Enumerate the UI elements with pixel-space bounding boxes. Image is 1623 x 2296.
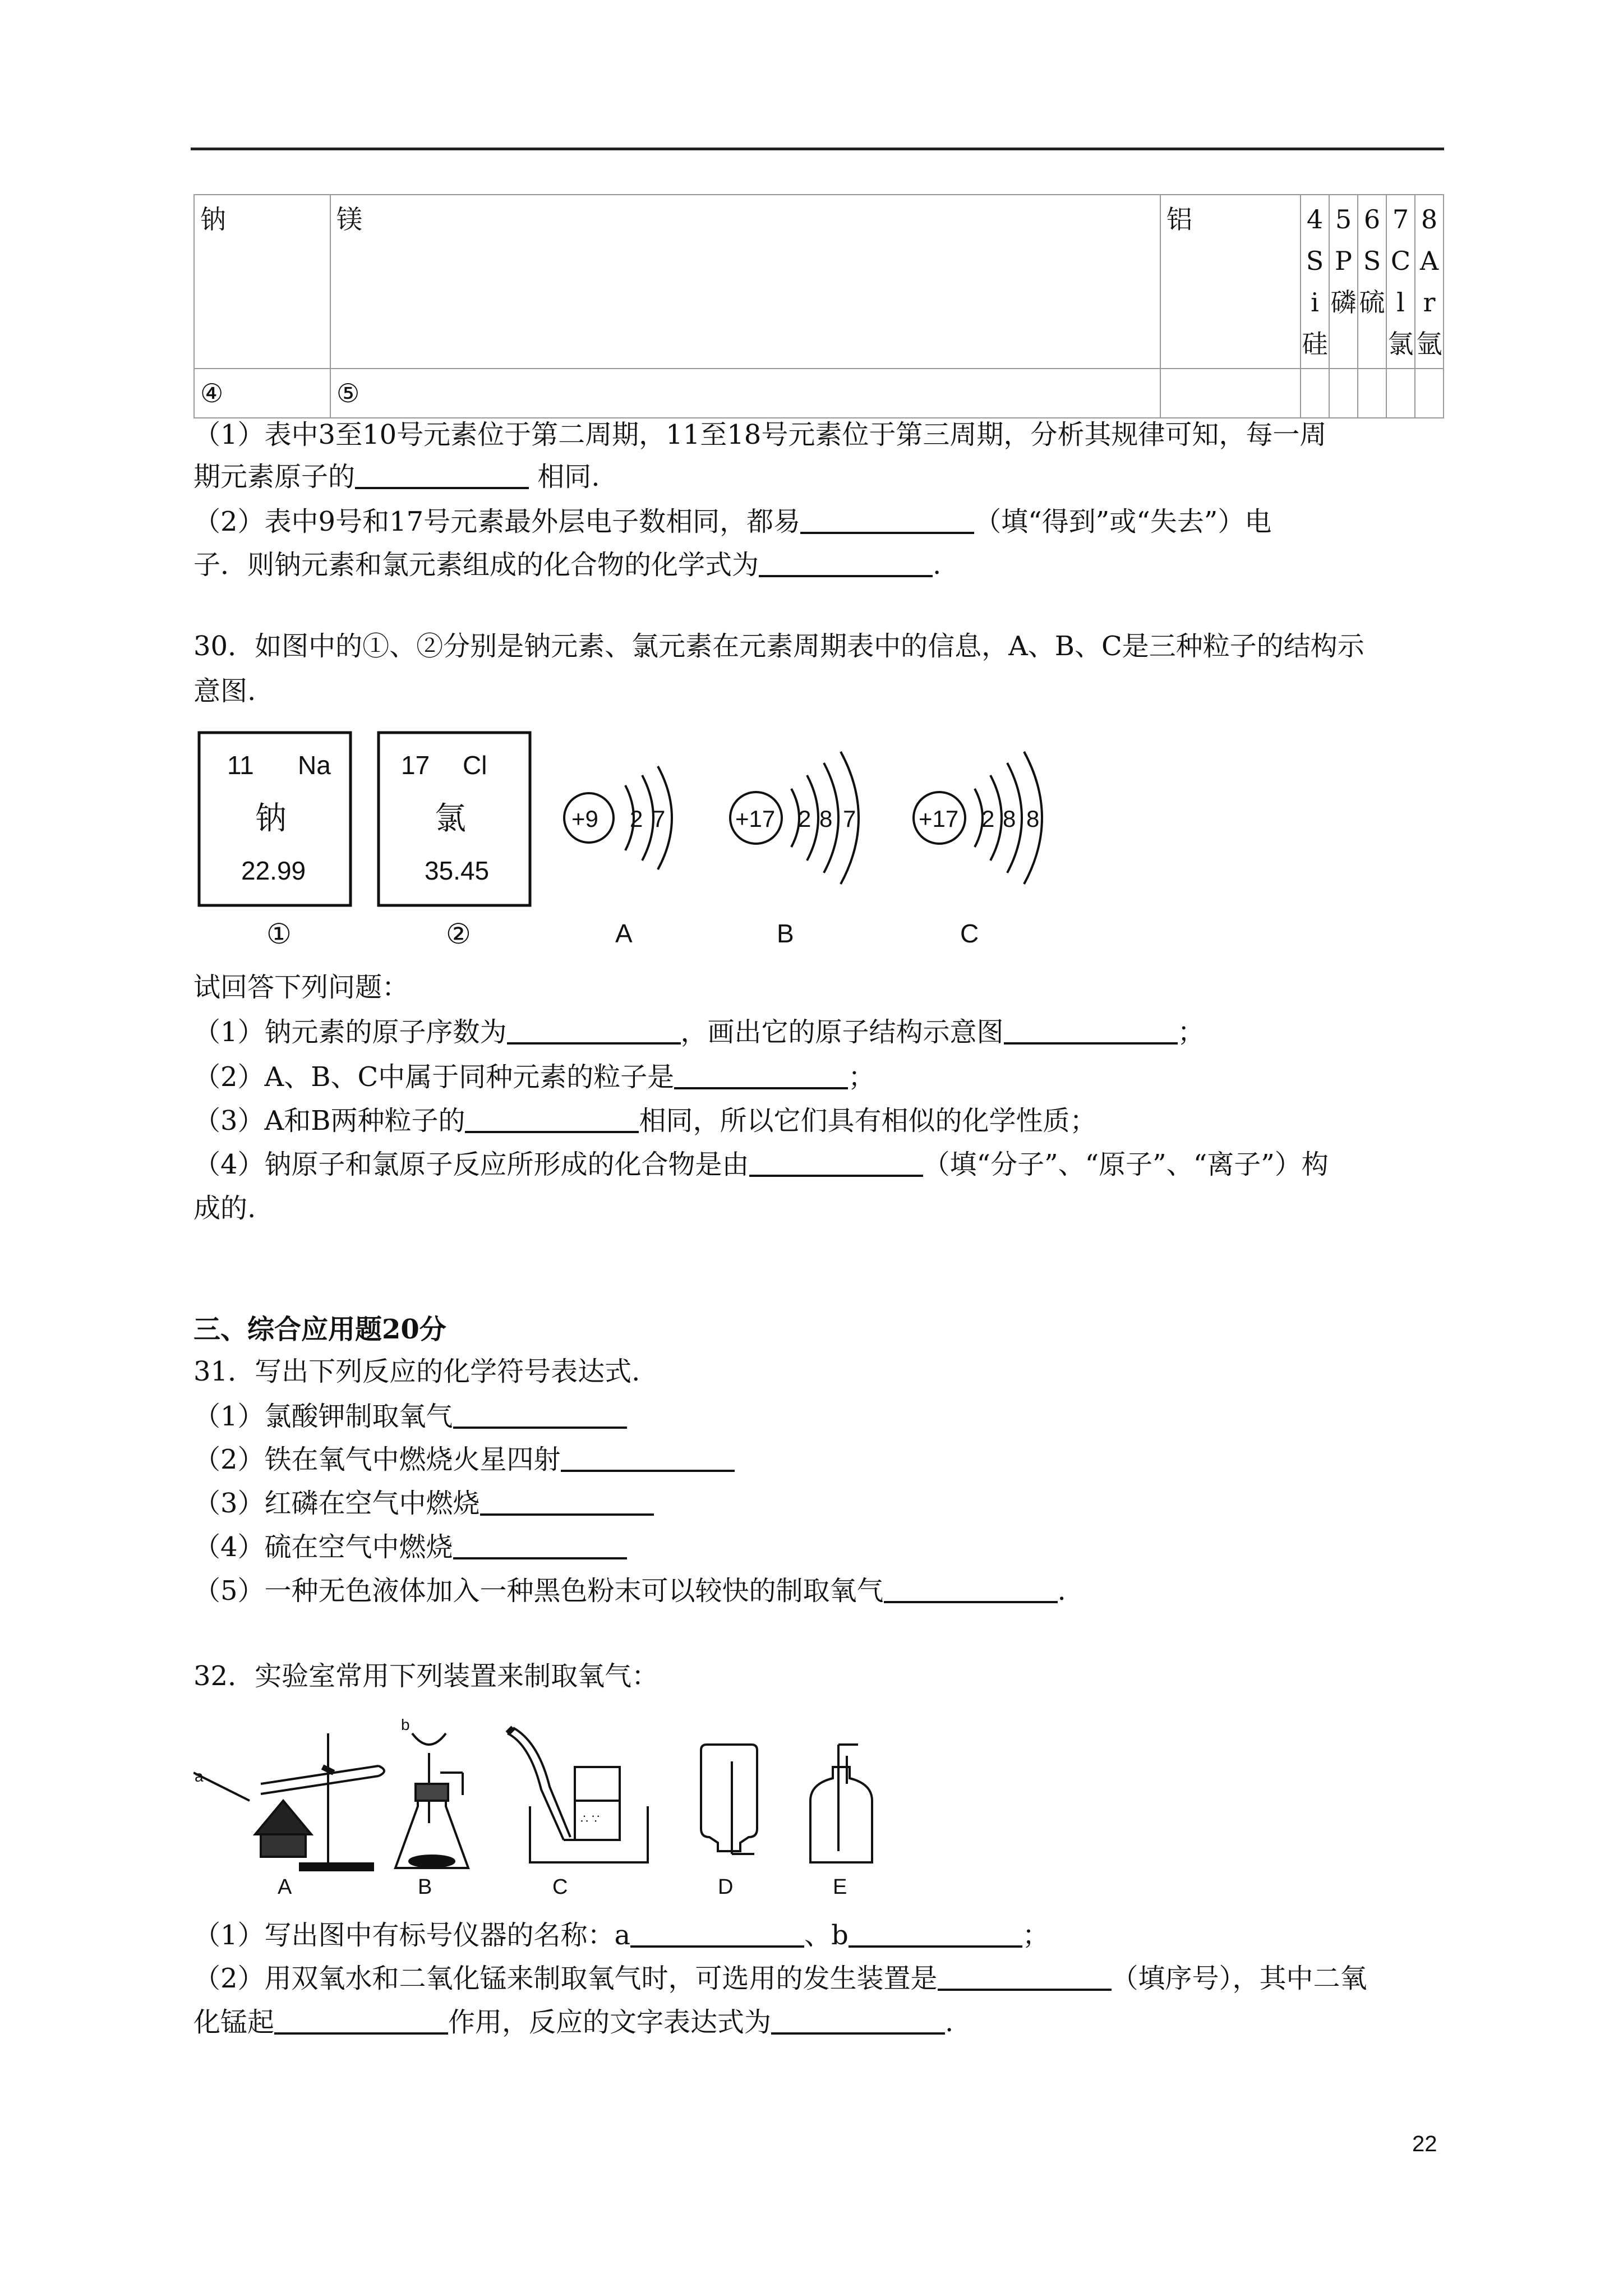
table-cell-silicon: 4 S i 硅 — [1301, 195, 1329, 369]
table-cell-argon: 8 A r 氩 — [1415, 195, 1444, 369]
tile-mass: 35.45 — [425, 856, 490, 885]
answer-blank[interactable] — [630, 1916, 804, 1948]
svg-text:+17: +17 — [735, 806, 776, 832]
q29-part2-line1: （2）表中9号和17号元素最外层电子数相同，都易 （填“得到”或“失去”）电 — [193, 499, 1271, 544]
q30-q2: （2）A、B、C中属于同种元素的粒子是 ； — [193, 1055, 875, 1099]
q31-item-5: （5）一种无色液体加入一种黑色粉末可以较快的制取氧气 . — [193, 1568, 1066, 1613]
marker-a-label: a — [195, 1768, 204, 1785]
q31-stem: 31．写出下列反应的化学符号表达式. — [193, 1356, 640, 1387]
table-cell-marker-5: ⑤ — [330, 369, 1160, 418]
answer-blank[interactable] — [507, 1013, 681, 1045]
q31-item-2: （2）铁在氧气中燃烧火星四射 — [193, 1437, 735, 1482]
element-info-and-atom-diagrams — [193, 724, 1102, 959]
svg-text:8: 8 — [1026, 806, 1040, 832]
answer-blank[interactable] — [480, 1484, 654, 1516]
q29-part1-line2: 期元素原子的 相同. — [193, 454, 600, 499]
svg-text:8: 8 — [1003, 806, 1016, 832]
svg-text:7: 7 — [652, 806, 666, 832]
answer-blank[interactable] — [884, 1572, 1058, 1603]
answer-blank[interactable] — [274, 2003, 448, 2035]
section-heading: 三、综合应用题20分 — [193, 1314, 446, 1345]
tile-name: 钠 — [255, 800, 287, 837]
q31-item-4: （4）硫在空气中燃烧 — [193, 1525, 627, 1570]
q30-prompt: 试回答下列问题： — [193, 972, 409, 1003]
atom-diagram-a — [564, 766, 672, 948]
tile-label: ② — [446, 918, 471, 950]
apparatus-e — [810, 1745, 872, 1899]
svg-text:+17: +17 — [919, 806, 959, 832]
answer-blank[interactable] — [749, 1145, 923, 1177]
q32-q1: （1）写出图中有标号仪器的名称：a 、b ； — [193, 1913, 1049, 1958]
q29-part2-line2: 子．则钠元素和氯元素组成的化合物的化学式为 . — [193, 542, 941, 587]
table-cell-marker-4: ④ — [194, 369, 330, 418]
page-number: 22 — [1412, 2132, 1437, 2156]
svg-text:2: 2 — [630, 806, 643, 832]
svg-text:B: B — [777, 919, 794, 948]
q30-stem-line2: 意图. — [193, 675, 256, 707]
table-cell-sulfur: 6 S 硫 — [1358, 195, 1386, 369]
svg-text:E: E — [833, 1875, 847, 1899]
answer-blank[interactable] — [355, 458, 529, 489]
q32-stem: 32．实验室常用下列装置来制取氧气： — [193, 1660, 659, 1692]
answer-blank[interactable] — [771, 2003, 945, 2035]
q30-q3: （3）A和B两种粒子的 相同，所以它们具有相似的化学性质； — [193, 1098, 1097, 1143]
answer-blank[interactable] — [561, 1441, 735, 1472]
apparatus-d — [701, 1745, 757, 1899]
answer-blank[interactable] — [1004, 1013, 1178, 1045]
atom-diagram-b — [730, 752, 859, 948]
q29-part1-line1: （1）表中3至10号元素位于第二周期，11至18号元素位于第三周期，分析其规律可知，每一周 — [193, 419, 1327, 450]
answer-blank[interactable] — [938, 1959, 1112, 1991]
periodic-table-fragment — [193, 194, 1444, 418]
header-rule — [191, 148, 1444, 150]
answer-blank[interactable] — [453, 1397, 627, 1429]
tile-label: ① — [266, 918, 292, 950]
svg-text:7: 7 — [843, 806, 856, 832]
lab-apparatus-diagram — [193, 1711, 956, 1902]
table-cell-sodium: 钠 — [194, 195, 330, 369]
apparatus-c — [508, 1728, 648, 1899]
tile-symbol: Cl — [463, 751, 487, 780]
q32-q2-line1: （2）用双氧水和二氧化锰来制取氧气时，可选用的发生装置是 （填序号），其中二氧 — [193, 1956, 1367, 2001]
svg-text:B: B — [418, 1875, 432, 1899]
svg-text:2: 2 — [981, 806, 995, 832]
answer-blank[interactable] — [465, 1102, 639, 1133]
apparatus-b — [395, 1716, 468, 1899]
svg-text:8: 8 — [819, 806, 833, 832]
q31-item-3: （3）红磷在空气中燃烧 — [193, 1481, 654, 1526]
q31-item-1: （1）氯酸钾制取氧气 — [193, 1394, 627, 1439]
q30-q4: （4）钠原子和氯原子反应所形成的化合物是由 （填“分子”、“原子”、“离子”）构 — [193, 1142, 1329, 1187]
svg-text:+9: +9 — [571, 806, 598, 832]
table-cell-chlorine: 7 C l 氯 — [1386, 195, 1415, 369]
tile-atomic-number: 11 — [227, 751, 254, 780]
table-cell-phosphorus: 5 P 磷 — [1329, 195, 1358, 369]
q30-stem-line1: 30．如图中的①、②分别是钠元素、氯元素在元素周期表中的信息，A、B、C是三种粒子的结构示 — [193, 631, 1364, 662]
table-cell-aluminum: 铝 — [1160, 195, 1301, 369]
atom-diagram-c — [914, 752, 1042, 948]
marker-b-label: b — [401, 1716, 410, 1733]
svg-text:D: D — [718, 1875, 734, 1899]
tile-mass: 22.99 — [241, 856, 306, 885]
q30-q1: （1）钠元素的原子序数为 ，画出它的原子结构示意图 ； — [193, 1010, 1205, 1055]
svg-text:A: A — [278, 1875, 292, 1899]
table-cell-magnesium: 镁 — [330, 195, 1160, 369]
tile-name: 氯 — [435, 800, 466, 837]
apparatus-a — [193, 1733, 384, 1899]
svg-text:A: A — [615, 919, 633, 948]
answer-blank[interactable] — [759, 546, 933, 577]
q32-q2-line2: 化锰起 作用，反应的文字表达式为 . — [193, 2000, 953, 2045]
answer-blank[interactable] — [453, 1528, 627, 1559]
svg-text:C: C — [552, 1875, 568, 1899]
svg-text:C: C — [960, 919, 979, 948]
answer-blank[interactable] — [800, 503, 974, 534]
tile-symbol: Na — [298, 751, 331, 780]
q30-q4-cont: 成的. — [193, 1193, 256, 1224]
svg-text:∴ ∵: ∴ ∵ — [580, 1812, 600, 1826]
answer-blank[interactable] — [849, 1916, 1022, 1948]
tile-atomic-number: 17 — [401, 751, 430, 780]
svg-text:2: 2 — [798, 806, 811, 832]
answer-blank[interactable] — [674, 1058, 848, 1089]
